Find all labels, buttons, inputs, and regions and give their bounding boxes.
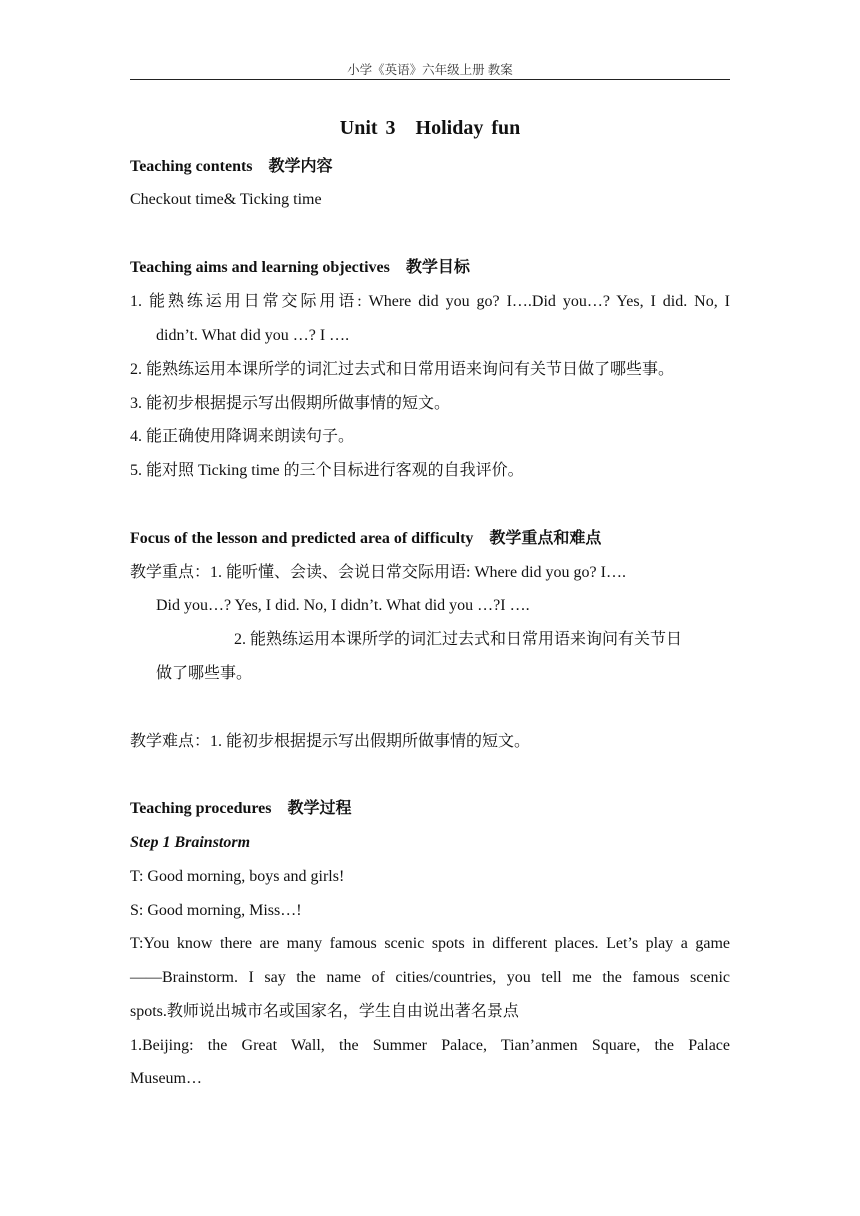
difficulty-point: 教学难点：1. 能初步根据提示写出假期所做事情的短文。 bbox=[130, 733, 531, 750]
aim-item-1-line-2: didn’t. What did you …? I …. bbox=[156, 327, 350, 344]
step-1-heading: Step 1 Brainstorm bbox=[130, 834, 251, 851]
brainstorm-item-1-b: Museum… bbox=[130, 1070, 202, 1087]
key-point-2-line-1: 2. 能熟练运用本课所学的词汇过去式和日常用语来询问有关节日 bbox=[234, 631, 683, 648]
teacher-line-2-b: ——Brainstorm. I say the name of cities/countries, you tell me the famous scenic bbox=[130, 969, 730, 986]
contents-text: Checkout time& Ticking time bbox=[130, 191, 322, 208]
contents-heading bbox=[130, 156, 730, 178]
aims-heading bbox=[130, 257, 730, 279]
aim-item-3: 3. 能初步根据提示写出假期所做事情的短文。 bbox=[130, 395, 451, 412]
aims-heading-en: Teaching aims and learning objectives bbox=[130, 259, 390, 276]
aim-item-2: 2. 能熟练运用本课所学的词汇过去式和日常用语来询问有关节日做了哪些事。 bbox=[130, 361, 675, 378]
teacher-line-2-c: spots.教师说出城市名或国家名，学生自由说出著名景点 bbox=[130, 1003, 519, 1020]
student-line-1: S: Good morning, Miss…! bbox=[130, 902, 302, 919]
running-header: 小学《英语》六年级上册 教案 bbox=[347, 63, 513, 77]
focus-heading-en: Focus of the lesson and predicted area of difficulty bbox=[130, 530, 474, 547]
procedures-heading-en: Teaching procedures bbox=[130, 800, 272, 817]
key-point-1-line-2: Did you…? Yes, I did. No, I didn’t. What did you …?I …. bbox=[156, 597, 530, 614]
teacher-line-2-a: T:You know there are many famous scenic spots in different places. Let’s play a game bbox=[130, 935, 730, 952]
focus-heading-zh: 教学重点和难点 bbox=[489, 530, 602, 547]
unit-title: Unit 3 Holiday fun bbox=[339, 117, 521, 139]
key-point-2-line-2: 做了哪些事。 bbox=[156, 665, 253, 682]
aims-heading-zh: 教学目标 bbox=[405, 259, 470, 276]
focus-heading bbox=[130, 528, 730, 550]
brainstorm-item-1-a: 1.Beijing: the Great Wall, the Summer Palace, Tian’anmen Square, the Palace bbox=[130, 1037, 730, 1054]
procedures-heading-zh: 教学过程 bbox=[287, 800, 352, 817]
aim-item-1-line-1: 1. 能熟练运用日常交际用语: Where did you go? I….Did you…? Yes, I did. No, I bbox=[130, 293, 730, 310]
key-point-1-line-1: 教学重点：1. 能听懂、会读、会说日常交际用语: Where did you go? I…. bbox=[130, 564, 626, 581]
teacher-line-1: T: Good morning, boys and girls! bbox=[130, 868, 345, 885]
aim-item-4: 4. 能正确使用降调来朗读句子。 bbox=[130, 428, 355, 445]
contents-heading-en: Teaching contents bbox=[130, 158, 253, 175]
contents-heading-zh: 教学内容 bbox=[268, 158, 333, 175]
aim-item-5: 5. 能对照 Ticking time 的三个目标进行客观的自我评价。 bbox=[130, 462, 524, 479]
header-rule bbox=[130, 79, 730, 80]
procedures-heading bbox=[130, 798, 730, 820]
